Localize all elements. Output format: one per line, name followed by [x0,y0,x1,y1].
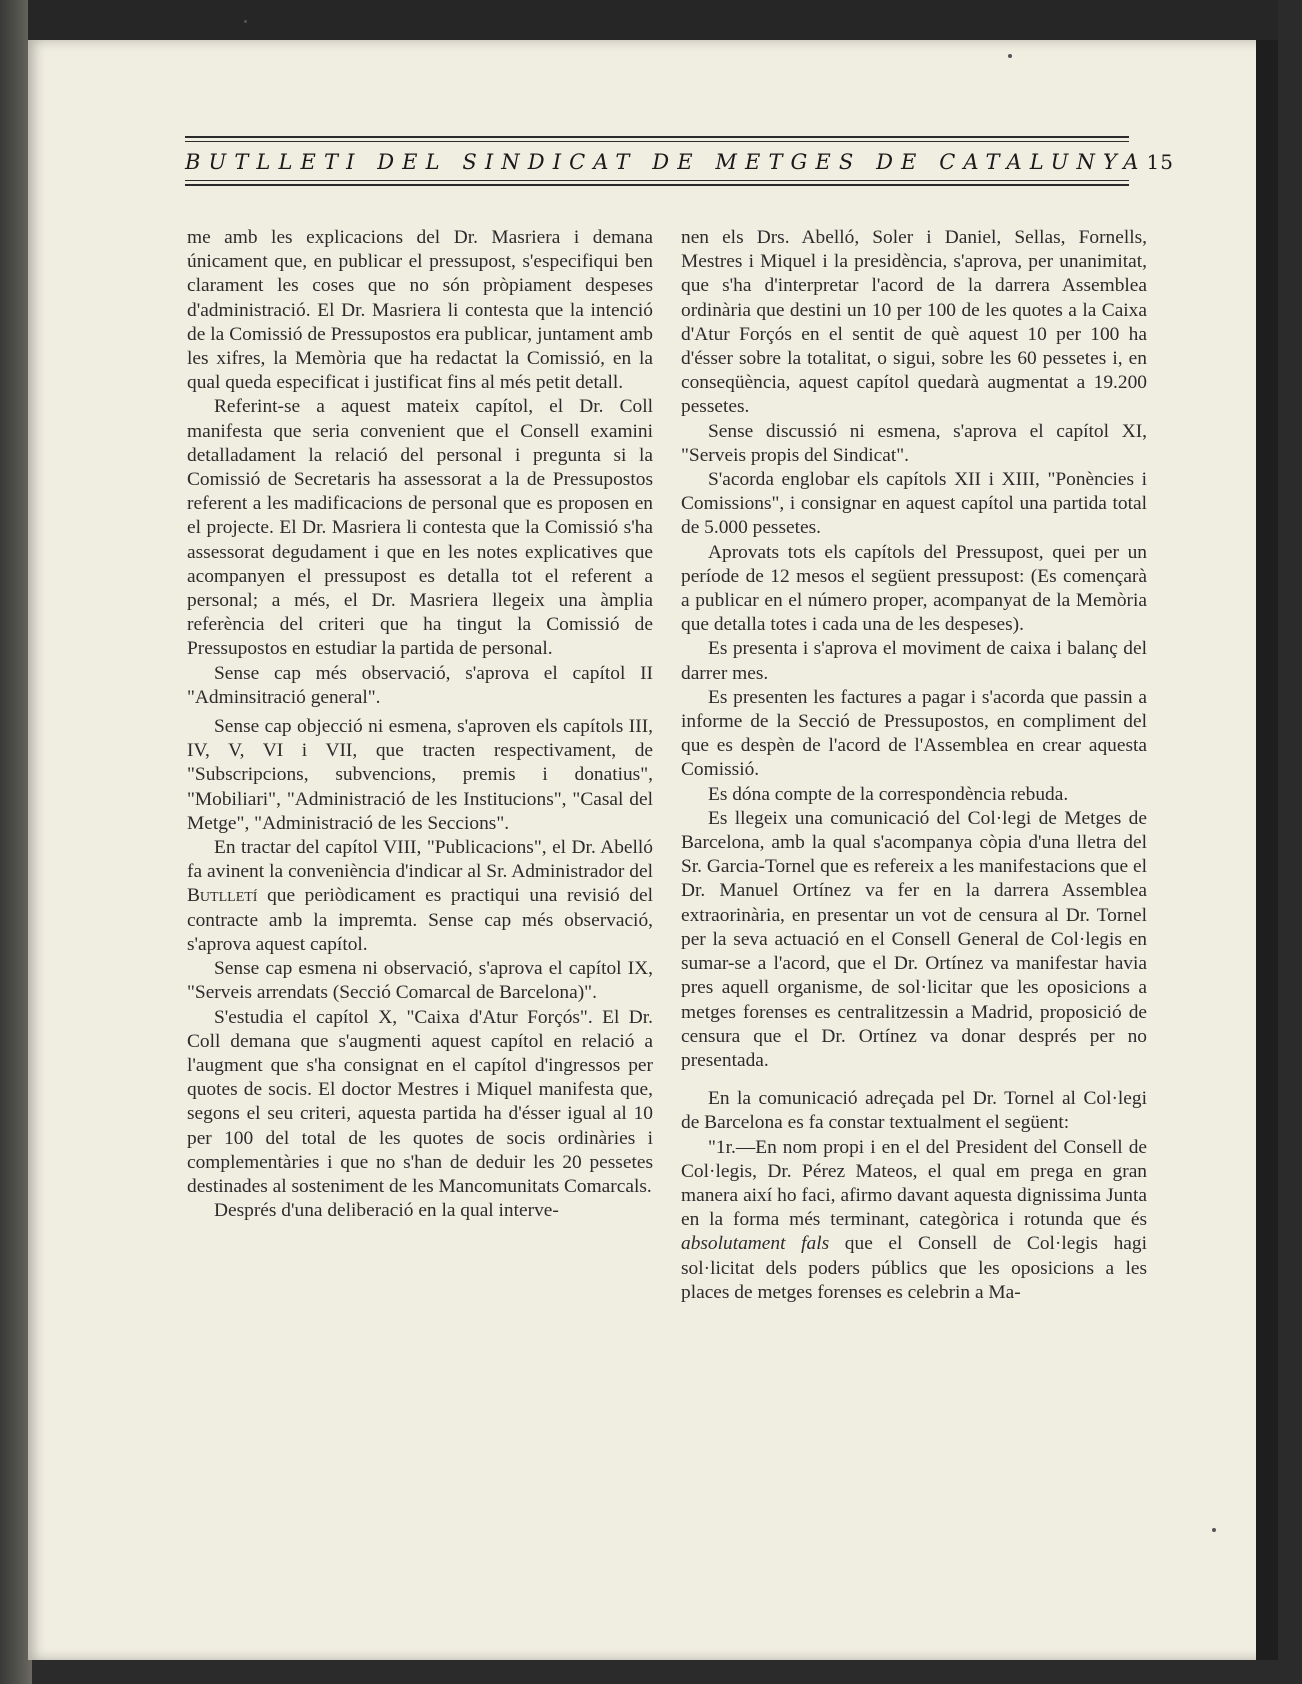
emphasis-text: absolutament fals [681,1233,830,1255]
header-rule-bottom [185,184,1129,186]
right-column [681,226,1147,1305]
paragraph: Sense discussió ni esmena, s'aprova el capítol XI, "Serveis propis del Sindicat". [681,420,1147,466]
paragraph: Es presenta i s'aprova el moviment de caixa i balanç del darrer mes. [681,638,1147,684]
paragraph: S'estudia el capítol X, "Caixa d'Atur Forçós". El Dr. Coll demana que s'augmenti aquest capítol en relació a l'augment que s'ha consignat en el capítol d'ingressos per quotes de socis. El doctor Mestres i Miquel manifesta que, segons el seu criteri, aquesta partida ha d'ésser igual al 10 per 100 del total de les quotes de socis ordinàries i complementàries i que no s'han de deduir les 20 pessetes destinades al sosteniment de les Mancomunitats Comarcals. [187,1006,653,1197]
paragraph: Referint-se a aquest mateix capítol, el Dr. Coll manifesta que seria convenient que el Consell examini detalladament la relació del personal i pregunta si la Comissió de Secretaris ha assessorat a la de Pressupostos referent a les madificacions de personal que es proposen en el projecte. El Dr. Masriera li contesta que la Comissió s'ha assessorat degudament i que en les notes explicatives que acompanyen el pressupost es detalla tot el referent a personal; a més, el Dr. Masriera llegeix una àmplia referència del criteri que ha tingut la Comissió de Pressupostos en estudiar la partida de personal. [187,396,653,660]
paragraph-text: "1r.—En nom propi i en el del President del Consell de Col·legis, Dr. Pérez Mateos, el qual em prega en gran manera així ho faci, afirmo davant aquesta dignissima Junta en la forma més terminant, categòrica i rotunda que és [681,1136,1147,1231]
paragraph: En la comunicació adreçada pel Dr. Tornel al Col·legi de Barcelona es fa constar textualment el següent: [681,1088,1147,1134]
paragraph: me amb les explicacions del Dr. Masriera i demana únicament que, en publicar el pressupost, s'especifiqui ben clarament les coses que no són pròpiament despeses d'administració. El Dr. Masriera li contesta que la intenció de la Comissió de Pressupostos era publicar, juntament amb les xifres, la Memòria que ha redactat la Comissió, en la qual queda especificat i justificat fins al més petit detall. [187,227,653,394]
paragraph: Aprovats tots els capítols del Pressupost, quei per un període de 12 mesos el següent pressupost: (Es començarà a publicar en el número proper, acompanyat de la Memòria que detalla totes i cada una de les despeses). [681,541,1147,636]
paragraph: Després d'una deliberació en la qual interve- [214,1200,559,1222]
scan-speck [244,20,247,23]
page-number: 15 [1146,150,1174,174]
paragraph: S'acorda englobar els capítols XII i XIII, "Ponències i Comissions", i consignar en aquest capítol una partida total de 5.000 pessetes. [681,469,1147,539]
scan-speck [1008,54,1012,58]
page-right-edge [1256,40,1278,1660]
paragraph-text: que periòdicament es practiqui una revisió del contracte amb la impremta. Sense cap més observació, s'aprova aquest capítol. [187,885,653,955]
paragraph: Es llegeix una comunicació del Col·legi de Metges de Barcelona, amb la qual s'acompanya còpia d'una lletra del Sr. Garcia-Tornel que es refereix a les manifestacions que el Dr. Manuel Ortínez va fer en la darrera Assemblea extraorinària, en presentar un vot de censura al Dr. Tornel per la seva actuació en el Consell General de Col·legis en sumar-se a l'acord, que el Dr. Ortínez va manifestar havia pres aquell organisme, de sol·licitar que les oposicions a metges forenses es centralitzessin a Madrid, proposició de censura que el Dr. Ortínez va donar després per no presentada. [681,807,1147,1071]
paragraph: Es presenten les factures a pagar i s'acorda que passin a informe de la Secció de Pressupostos, en compliment del que es despèn de l'acord de l'Assemblea en crear aquesta Comissió. [681,686,1147,781]
scan-speck [1212,1528,1216,1532]
paragraph [681,1136,1147,1305]
paragraph: Sense cap esmena ni observació, s'aprova el capítol IX, "Serveis arrendats (Secció Comarcal de Barcelona)". [187,958,653,1004]
paragraph: nen els Drs. Abelló, Soler i Daniel, Sellas, Fornells, Mestres i Miquel i la presidència, s'aprova, per unanimitat, que s'ha d'interpretar l'acord de la darrera Assemblea ordinària que destini un 10 per 100 de les quotes a la Caixa d'Atur Forçós en el sentit de què aquest 10 per 100 ha d'ésser sobre la totalitat, o sigui, sobre les 60 pessetes i, en conseqüència, aquest capítol quedarà augmentat a 19.200 pessetes. [681,227,1147,418]
journal-name: Butlletí [187,885,258,907]
scan-top-edge [28,0,1278,40]
left-column [187,226,653,1223]
paragraph-text: En tractar del capítol VIII, "Publicacions", el Dr. Abelló fa avinent la conveniència d'indicar al Sr. Administrador del [187,837,653,883]
header-rule-bottom-thin [185,180,1129,181]
paragraph: Sense cap objecció ni esmena, s'aproven els capítols III, IV, V, VI i VII, que tracten respectivament, de "Subscripcions, subvencions, premis i donatius", "Mobiliari", "Administració de les Institucions", "Casal del Metge", "Administració de les Seccions". [187,716,653,834]
running-header [185,136,1174,186]
paragraph: Es dóna compte de la correspondència rebuda. [708,783,1069,805]
header-rule-top-thin [185,141,1129,142]
journal-title: BUTLLETI DEL SINDICAT DE METGES DE CATALUNYA [185,150,1147,174]
header-line [185,150,1174,174]
paragraph [187,836,653,957]
paragraph: Sense cap més observació, s'aprova el capítol II "Adminsitració general". [187,662,653,708]
header-rule-top [185,136,1129,138]
paragraph-text: que el Consell de Col·legis hagi sol·licitat dels poders públics que les oposicions a les places de metges forenses es celebrin a Ma- [681,1233,1147,1303]
